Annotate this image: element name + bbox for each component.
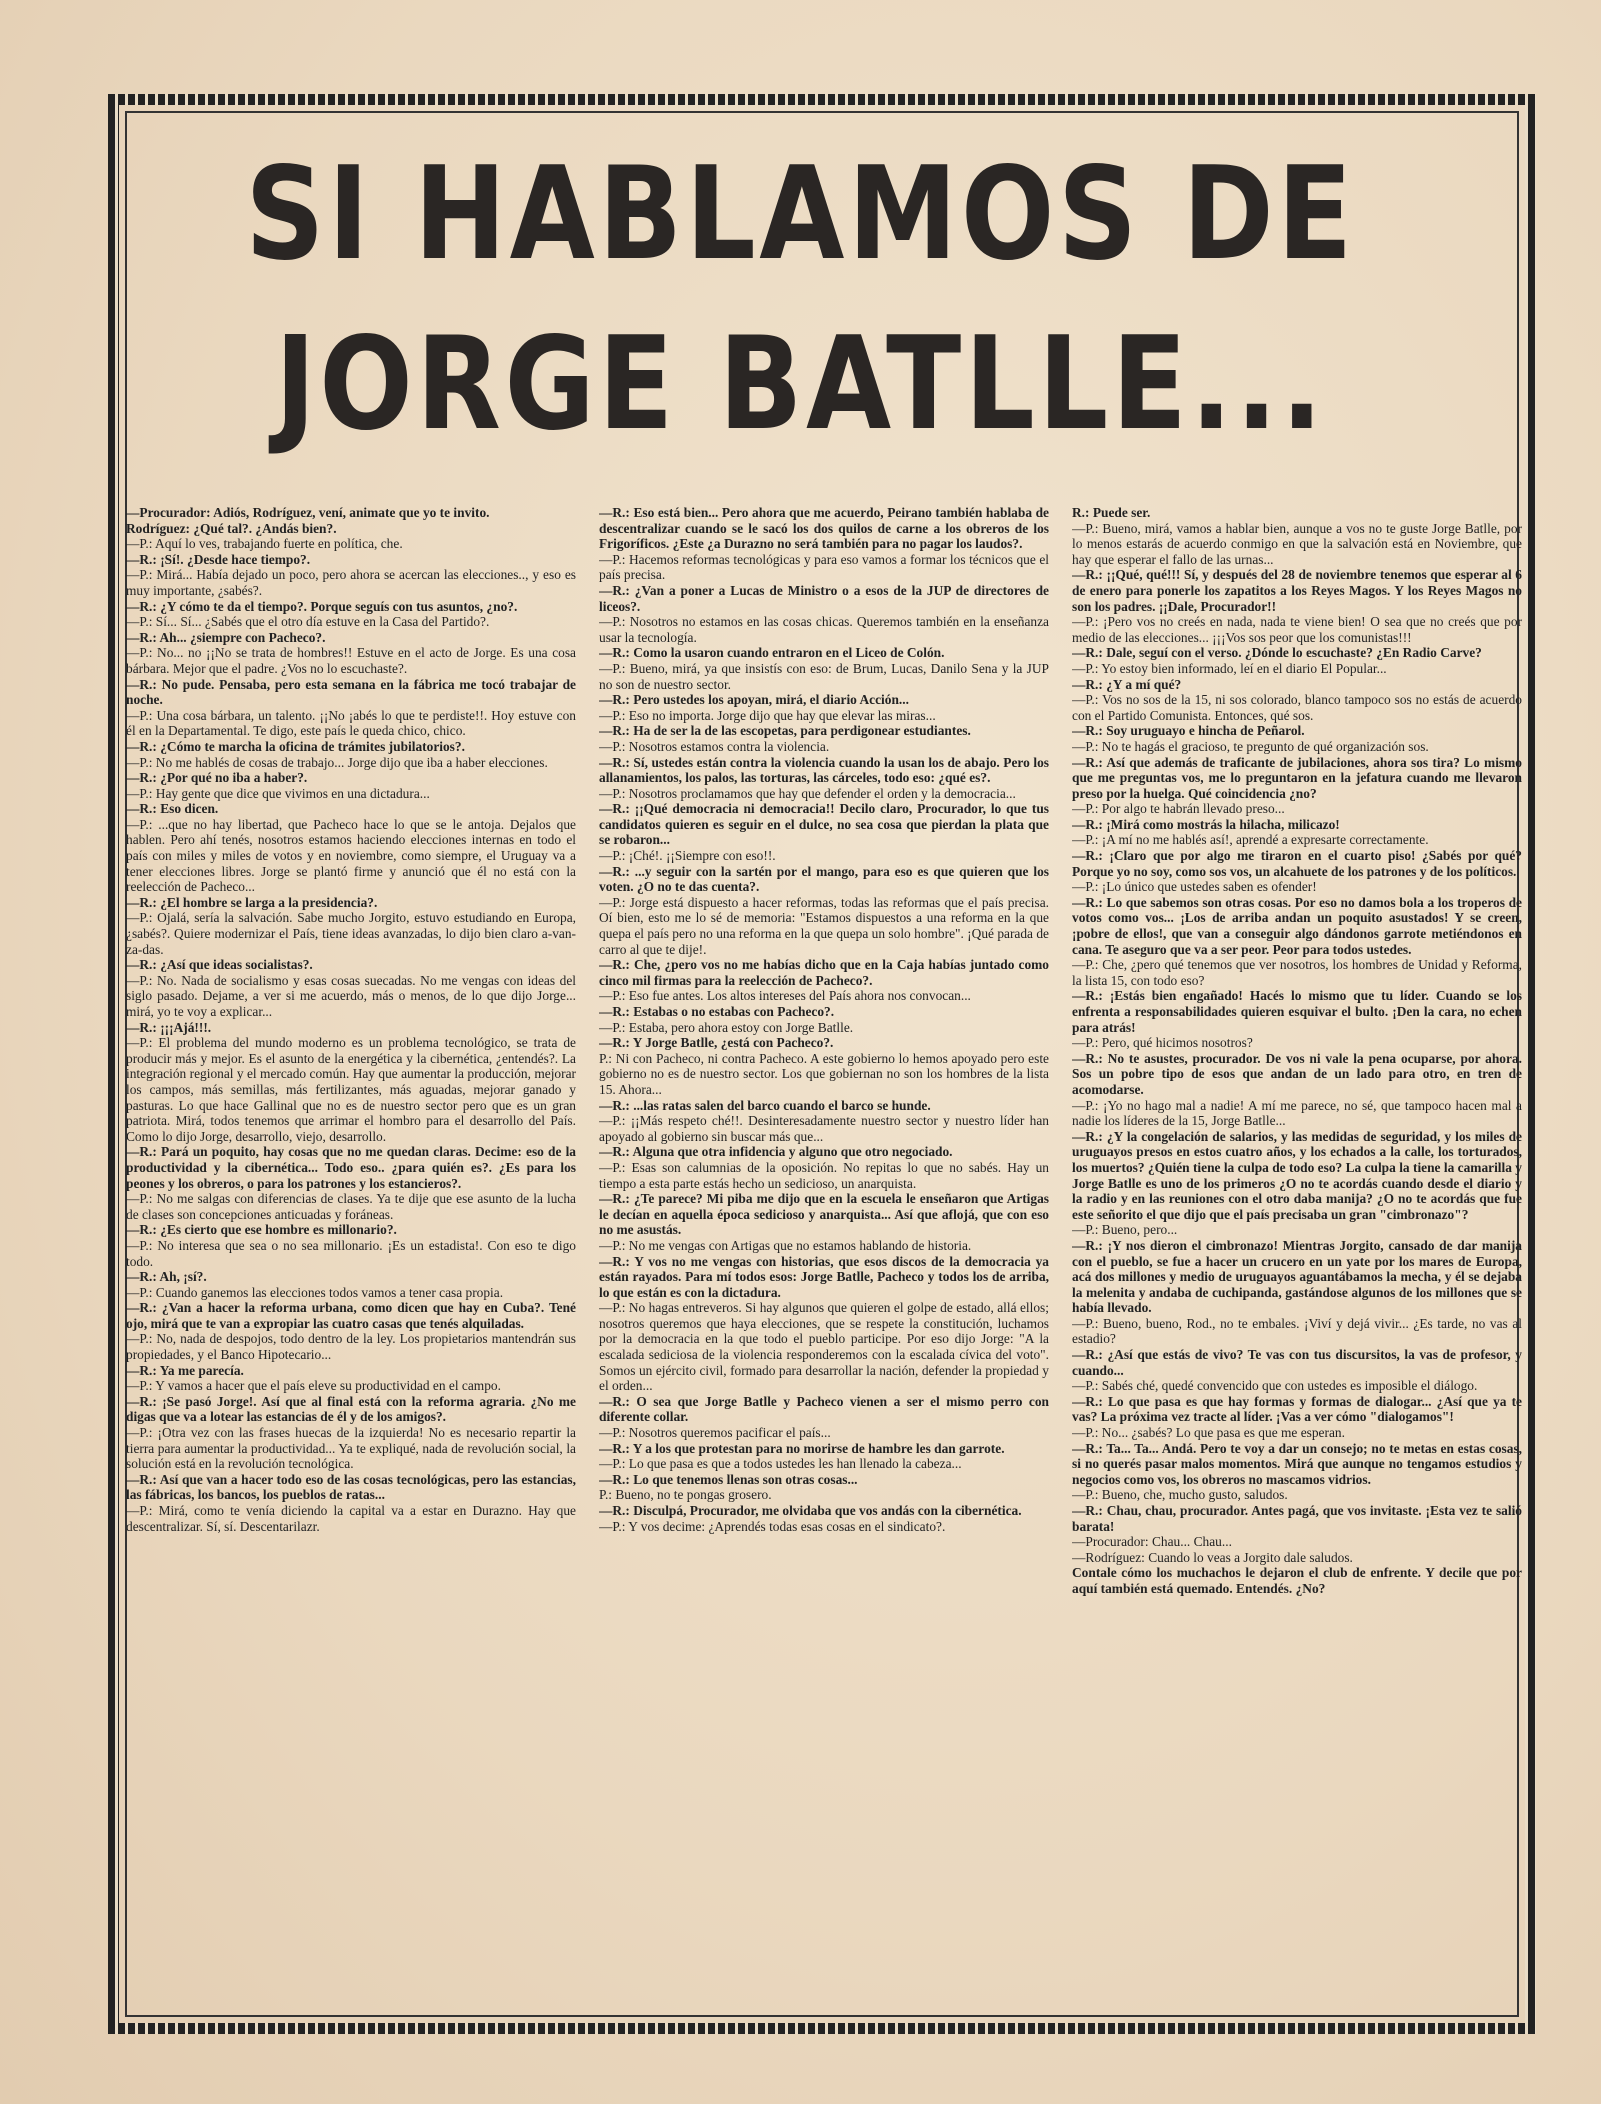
dialogue-paragraph: —R.: ¿Y cómo te da el tiempo?. Porque seguís con tus asuntos, ¿no?. xyxy=(126,598,518,614)
dialogue-paragraph: —R.: Ah, ¡sí?. xyxy=(126,1269,207,1285)
dialogue-paragraph: —R.: ¿Van a hacer la reforma urbana, como dicen que hay en Cuba?. Tené ojo, mirá que te van a expropiar las cuatro casas que tenés alquiladas. xyxy=(126,1300,576,1331)
dialogue-paragraph: —R.: Lo que tenemos llenas son otras cosas... xyxy=(599,1471,858,1487)
dialogue-paragraph: —P.: Lo que pasa es que a todos ustedes les han llenado la cabeza... xyxy=(599,1456,962,1472)
article-column-1 xyxy=(126,505,576,2025)
dialogue-paragraph: Rodríguez: ¿Qué tal?. ¿Andás bien?. xyxy=(126,520,337,536)
dialogue-paragraph: —R.: Estabas o no estabas con Pacheco?. xyxy=(599,1004,835,1019)
dialogue-paragraph: —P.: Bueno, bueno, Rod., no te embales. ¡Viví y dejá vivir... ¿Es tarde, no vas al estadio? xyxy=(1072,1315,1522,1347)
dialogue-paragraph: —P.: No... ¿sabés? Lo que pasa es que me esperan. xyxy=(1072,1425,1345,1441)
dialogue-paragraph: —P.: Mirá, como te venía diciendo la capital va a estar en Durazno. Hay que descentralizar. Sí, sí. Descentarilazr. xyxy=(126,1503,576,1534)
dialogue-paragraph: —P.: Eso fue antes. Los altos intereses del País ahora nos convocan... xyxy=(599,988,971,1004)
dialogue-paragraph: —R.: Alguna que otra infidencia y alguno que otro negociado. xyxy=(599,1144,953,1160)
dialogue-paragraph: —P.: No me vengas con Artigas que no estamos hablando de historia. xyxy=(599,1237,972,1253)
dialogue-paragraph: —P.: Nosotros estamos contra la violencia. xyxy=(599,738,830,754)
dialogue-paragraph: —R.: ¿El hombre se larga a la presidencia?. xyxy=(126,894,378,910)
dialogue-paragraph: —P.: Ojalá, sería la salvación. Sabe mucho Jorgito, estuvo estudiando en Europa, ¿sabés?. Quiere modernizar el País, tiene ideas avanzadas, lo dijo bien claro a-van-za-das. xyxy=(126,910,576,957)
dialogue-paragraph: —P.: ¡¡Más respeto ché!!. Desinteresadamente nuestro sector y nuestro líder han apoyado al gobierno sin buscar más que... xyxy=(599,1113,1049,1144)
dialogue-paragraph: —P.: Bueno, mirá, ya que insistís con eso: de Brum, Lucas, Danilo Sena y la JUP no son de nuestro sector. xyxy=(599,660,1049,692)
dialogue-paragraph: —P.: Nosotros queremos pacificar el país... xyxy=(599,1425,831,1441)
dialogue-paragraph: —P.: Pero, qué hicimos nosotros? xyxy=(1072,1035,1253,1051)
dialogue-paragraph: —P.: Eso no importa. Jorge dijo que hay que elevar las miras... xyxy=(599,707,936,723)
dialogue-paragraph: —R.: ¿Y a mí qué? xyxy=(1072,676,1182,692)
dialogue-paragraph: —P.: No interesa que sea o no sea millonario. ¡Es un estadista!. Con eso te digo todo. xyxy=(126,1237,576,1269)
dialogue-paragraph: —P.: Estaba, pero ahora estoy con Jorge Batlle. xyxy=(599,1019,854,1035)
dialogue-paragraph: —Procurador: Chau... Chau... xyxy=(1072,1534,1232,1550)
dialogue-paragraph: —P.: Yo estoy bien informado, leí en el diario El Popular... xyxy=(1072,660,1387,676)
dialogue-paragraph: —P.: ¡Pero vos no creés en nada, nada te viene bien! O sea que no creés que por medio de las elecciones... ¡¡¡Vos sos peor que los comunistas!!! xyxy=(1072,614,1522,645)
dialogue-paragraph: —P.: Jorge está dispuesto a hacer reformas, todas las reformas que el país precisa. Oí bien, esto me lo sé de memoria: "Estamos dispuestos a una reforma en la que quepa el país pero no una reforma en la que quepa un solo hombre". ¡Qué parada de carro al que te dije!. xyxy=(599,894,1049,957)
dialogue-paragraph: —P.: ...que no hay libertad, que Pacheco hace lo que se le antoja. Dejalos que hablen. Pero ahí tenés, nosotros estamos haciendo elecciones internas en todo el país con miles y miles de votos y en noviembre, como siempre, el Uruguay va a tener elecciones libres. Jorge se plantó firme y anunció que él no está con la reelección de Pacheco... xyxy=(126,816,576,895)
dialogue-paragraph: —P.: ¡Otra vez con las frases huecas de la izquierda! No es necesario repartir la tierra para aumentar la productividad... Ya te expliqué, nada de revolución social, la solución está en la revolución tecnológica. xyxy=(126,1425,576,1472)
dialogue-paragraph: —P.: No, nada de despojos, todo dentro de la ley. Los propietarios mantendrán sus propiedades, y el Banco Hipotecario... xyxy=(126,1331,576,1363)
dialogue-paragraph: —R.: ¿Es cierto que ese hombre es millonario?. xyxy=(126,1222,397,1238)
dialogue-paragraph: —R.: Pará un poquito, hay cosas que no me quedan claras. Decime: eso de la productividad y la cibernética... Todo eso.. ¿para quién es?. ¿Es para los peones y los obreros, o para los patrones y los estancieros?. xyxy=(126,1144,576,1191)
dialogue-paragraph: —R.: ...las ratas salen del barco cuando el barco se hunde. xyxy=(599,1097,931,1113)
dialogue-paragraph: —P.: Sí... Sí... ¿Sabés que el otro día estuve en la Casa del Partido?. xyxy=(126,614,490,630)
dialogue-paragraph: —R.: Sí, ustedes están contra la violencia cuando la usan los de abajo. Pero los allanamientos, los palos, las torturas, las cárceles, todo eso: ¿qué es?. xyxy=(599,754,1049,786)
dialogue-paragraph: —R.: No pude. Pensaba, pero esta semana en la fábrica me tocó trabajar de noche. xyxy=(126,676,576,708)
dialogue-paragraph: —P.: ¡Yo no hago mal a nadie! A mí me parece, no sé, que tampoco hacen mal a nadie los líderes de la 15, Jorge Batlle... xyxy=(1072,1097,1522,1129)
headline-line-2: JORGE BATLLE... xyxy=(274,310,1327,459)
dialogue-paragraph: —R.: Che, ¿pero vos no me habías dicho que en la Caja habías juntado como cinco mil firmas para la reelección de Pacheco?. xyxy=(599,957,1049,988)
dialogue-paragraph: —R.: Lo que pasa es que hay formas y formas de dialogar... ¿Así que ya te vas? La próxima vez tracte al líder. ¡Vas a ver cómo "dialogamos"! xyxy=(1072,1393,1522,1425)
dialogue-paragraph: —P.: Nosotros no estamos en las cosas chicas. Queremos también en la enseñanza usar la tecnología. xyxy=(599,614,1049,645)
dialogue-paragraph: —R.: ...y seguir con la sartén por el mango, para eso es que quieren que los voten. ¿O no te das cuenta?. xyxy=(599,863,1049,895)
article-body xyxy=(126,505,1522,2025)
dialogue-paragraph: —R.: Y vos no me vengas con historias, que esos discos de la democracia ya están rayados. Para mí todos esos: Jorge Batlle, Pacheco y todos los de arriba, lo que están es con la dictadura. xyxy=(599,1253,1049,1300)
dialogue-paragraph: —R.: ¿Así que estás de vivo? Te vas con tus discursitos, la vas de profesor, y cuando... xyxy=(1072,1347,1522,1378)
dialogue-paragraph: —P.: Hay gente que dice que vivimos en una dictadura... xyxy=(126,785,430,801)
dialogue-paragraph: —P.: Bueno, mirá, vamos a hablar bien, aunque a vos no te guste Jorge Batlle, por lo menos estarás de acuerdo conmigo en que la salvación está en Noviembre, que hay que esperar el fallo de las urnas... xyxy=(1072,520,1522,567)
dialogue-paragraph: —R.: ¡Claro que por algo me tiraron en el cuarto piso! ¿Sabés por qué? Porque yo no soy, como sos vos, un alcahuete de los patrones y de los políticos. xyxy=(1072,848,1522,879)
dialogue-paragraph: —R.: Eso dicen. xyxy=(126,801,219,817)
dialogue-paragraph: —R.: ¿Cómo te marcha la oficina de trámites jubilatorios?. xyxy=(126,738,465,754)
dialogue-paragraph: —P.: ¡Ché!. ¡¡Siempre con eso!!. xyxy=(599,848,776,864)
dialogue-paragraph: —R.: Pero ustedes los apoyan, mirá, el diario Acción... xyxy=(599,692,909,708)
dialogue-paragraph: —P.: Y vos decime: ¿Aprendés todas esas cosas en el sindicato?. xyxy=(599,1518,946,1534)
dialogue-paragraph: —R.: No te asustes, procurador. De vos ni vale la pena ocuparse, por ahora. Sos un pobre tipo de esos que andan de un lado para otro, en tren de acomodarse. xyxy=(1072,1050,1522,1097)
dialogue-paragraph: —R.: Chau, chau, procurador. Antes pagá, que vos invitaste. ¡Esta vez te salió barata! xyxy=(1072,1503,1522,1534)
headline xyxy=(112,130,1489,470)
headline-line-1: SI HABLAMOS DE xyxy=(245,140,1356,289)
dialogue-paragraph: —P.: Vos no sos de la 15, ni sos colorado, blanco tampoco sos no estás de acuerdo con el Partido Comunista. Entonces, qué sos. xyxy=(1072,692,1522,723)
dialogue-paragraph: —P.: Che, ¿pero qué tenemos que ver nosotros, los hombres de Unidad y Reforma, la lista 15, con todo eso? xyxy=(1072,957,1522,988)
dialogue-paragraph: —R.: ¡Y nos dieron el cimbronazo! Mientras Jorgito, cansado de dar manija con el pueblo, se fue a hacer un crucero en un yate por los mares de Europa, acá dos millones y medio de uruguayos aguantábamos la mecha, y él se dejaba la melenita y andaba de cuchipanda, gastándose algunos de los millones que se había llevado. xyxy=(1072,1237,1522,1316)
dialogue-paragraph: —R.: Como la usaron cuando entraron en el Liceo de Colón. xyxy=(599,645,945,661)
dialogue-paragraph: —P.: Bueno, che, mucho gusto, saludos. xyxy=(1072,1487,1288,1503)
dialogue-paragraph: —P.: Bueno, pero... xyxy=(1072,1222,1178,1238)
dialogue-paragraph: —R.: Así que además de traficante de jubilaciones, ahora sos tira? Lo mismo que me preguntas vos, me lo preguntaron en la jefatura cuando me llevaron preso por la huelga. Qué coincidencia ¿no? xyxy=(1072,754,1522,801)
dialogue-paragraph: —P.: Aquí lo ves, trabajando fuerte en política, che. xyxy=(126,536,403,552)
dialogue-paragraph: —R.: O sea que Jorge Batlle y Pacheco vienen a ser el mismo perro con diferente collar. xyxy=(599,1393,1049,1425)
dialogue-paragraph: —P.: Esas son calumnias de la oposición. No repitas lo que no sabés. Hay un tiempo a esta parte estás hecho un sedicioso, un anarquista. xyxy=(599,1159,1049,1191)
dialogue-paragraph: —P.: Sabés ché, quedé convencido que con ustedes es imposible el diálogo. xyxy=(1072,1378,1478,1394)
dialogue-paragraph: —R.: Y Jorge Batlle, ¿está con Pacheco?. xyxy=(599,1035,834,1051)
dialogue-paragraph: —P.: Por algo te habrán llevado preso... xyxy=(1072,801,1285,817)
article-column-3 xyxy=(1072,505,1522,2025)
dialogue-paragraph: —P.: No hagas entreveros. Si hay algunos que quieren el golpe de estado, allá ellos; nosotros queremos que haya elecciones, que se respete la constitución, luchamos por la democracia en la que todo el pueblo participe. Por eso dijo Jorge: "A la escalada sediciosa de la violencia responderemos con la escalada cívica del voto". Somos un ejército civil, formado para desarrollar la nación, defender la propiedad y el orden... xyxy=(599,1300,1049,1394)
dialogue-paragraph: —P.: No. Nada de socialismo y esas cosas suecadas. No me vengas con ideas del siglo pasado. Dejame, a ver si me acuerdo, más o menos, de lo que dijo Jorge... mirá, yo te voy a explicar... xyxy=(126,972,576,1019)
dialogue-paragraph: —P.: Cuando ganemos las elecciones todos vamos a tener casa propia. xyxy=(126,1284,504,1300)
dialogue-paragraph: —P.: Hacemos reformas tecnológicas y para eso vamos a formar los técnicos que el país precisa. xyxy=(599,551,1049,583)
dialogue-paragraph: —R.: ¿Van a poner a Lucas de Ministro o a esos de la JUP de directores de liceos?. xyxy=(599,582,1049,614)
dialogue-paragraph: Contale cómo los muchachos le dejaron el club de enfrente. Y decile que por aquí también está quemado. Entendés. ¿No? xyxy=(1072,1565,1522,1596)
dialogue-paragraph: —Procurador: Adiós, Rodríguez, vení, animate que yo te invito. xyxy=(126,505,490,520)
dialogue-paragraph: —R.: ¡¡Qué, qué!!! Sí, y después del 28 de noviembre tenemos que esperar al 6 de enero para ponerle los zapatitos a los Reyes Magos. Y los Reyes Magos no son los padres. ¡¡Dale, Procurador!! xyxy=(1072,567,1522,614)
dialogue-paragraph: —P.: El problema del mundo moderno es un problema tecnológico, se trata de producir más y mejor. Es el asunto de la energética y la cibernética, ¿entendés?. La integración regional y el mercado común. Hay que aumentar la producción, mejorar los campos, más semillas, más fertilizantes, más aguadas, mejorar ganado y pasturas. Lo que hace Gallinal que no es de nuestro sector pero que es un gran patriota. Mirá, todos tenemos que arrimar el hombro para el desarrollo del País. Como lo dijo Jorge, desarrollo, viejo, desarrollo. xyxy=(126,1035,576,1144)
dialogue-paragraph: —P.: No me salgas con diferencias de clases. Ya te dije que ese asunto de la lucha de clases son concepciones anticuadas y foráneas. xyxy=(126,1191,576,1222)
dialogue-paragraph: —R.: Eso está bien... Pero ahora que me acuerdo, Peirano también hablaba de descentralizar cuando se le sacó los dos quilos de carne a los obreros de los Frigoríficos. ¿Este ¿a Durazno no será también para no pagar los laudos?. xyxy=(599,505,1049,552)
dialogue-paragraph: —R.: ¿Te parece? Mi piba me dijo que en la escuela le enseñaron que Artigas le decían en aquella época sedicioso y anarquista... Así que aflojá, que con eso no me asustás. xyxy=(599,1191,1049,1238)
dialogue-paragraph: —P.: Y vamos a hacer que el país eleve su productividad en el campo. xyxy=(126,1378,501,1394)
dialogue-paragraph: —P.: ¡Lo único que ustedes saben es ofender! xyxy=(1072,879,1317,895)
dialogue-paragraph: —R.: ¡Mirá como mostrás la hilacha, milicazo! xyxy=(1072,816,1340,832)
dialogue-paragraph: —R.: ¡Sí!. ¿Desde hace tiempo?. xyxy=(126,551,311,567)
dialogue-paragraph: —R.: Ah... ¿siempre con Pacheco?. xyxy=(126,629,326,645)
dialogue-paragraph: —R.: ¿Así que ideas socialistas?. xyxy=(126,957,313,973)
dialogue-paragraph: —P.: Una cosa bárbara, un talento. ¡¡No ¡abés lo que te perdiste!!. Hoy estuve con él en la Departamental. Te digo, este país le queda chico, chico. xyxy=(126,707,576,739)
dialogue-paragraph: —P.: ¡A mí no me hablés así!, aprendé a expresarte correctamente. xyxy=(1072,832,1429,848)
dialogue-paragraph: —R.: Ta... Ta... Andá. Pero te voy a dar un consejo; no te metas en estas cosas, si no querés pasar malos momentos. Mirá que aunque no tengamos estudios y negocios como vos, los obreros no mascamos vidrios. xyxy=(1072,1440,1522,1487)
dialogue-paragraph: —P.: No... no ¡¡No se trata de hombres!! Estuve en el acto de Jorge. Es una cosa bárbara. Mejor que el padre. ¿Vos no lo escuchaste?. xyxy=(126,645,576,676)
dialogue-paragraph: —R.: ¡¡¡Ajá!!!. xyxy=(126,1019,212,1035)
dialogue-paragraph: P.: Bueno, no te pongas grosero. xyxy=(599,1487,772,1503)
dialogue-paragraph: —R.: Disculpá, Procurador, me olvidaba que vos andás con la cibernética. xyxy=(599,1503,1022,1518)
dialogue-paragraph: —R.: Ha de ser la de las escopetas, para perdigonear estudiantes. xyxy=(599,723,971,739)
dialogue-paragraph: —P.: No me hablés de cosas de trabajo... Jorge dijo que iba a haber elecciones. xyxy=(126,754,548,770)
dialogue-paragraph: —R.: Dale, seguí con el verso. ¿Dónde lo escuchaste? ¿En Radio Carve? xyxy=(1072,645,1482,661)
dialogue-paragraph: —P.: Mirá... Había dejado un poco, pero ahora se acercan las elecciones.., y eso es muy importante, ¿sabés?. xyxy=(126,567,576,598)
dialogue-paragraph: —P.: No te hagás el gracioso, te pregunto de qué organización sos. xyxy=(1072,738,1429,754)
article-column-2 xyxy=(599,505,1049,2025)
dialogue-paragraph: —R.: Así que van a hacer todo eso de las cosas tecnológicas, pero las estancias, las fábricas, los bancos, los pueblos de ratas... xyxy=(126,1471,576,1503)
dialogue-paragraph: —R.: ¡Se pasó Jorge!. Así que al final está con la reforma agraria. ¿No me digas que va a lotear las estancias de él y de los amigos?. xyxy=(126,1393,576,1425)
dialogue-paragraph: —R.: ¿Y la congelación de salarios, y las medidas de seguridad, y los miles de uruguayos presos en estos cuatro años, y los echados a la calle, los torturados, los muertos? ¿Quién tiene la culpa de todo eso? La culpa la tiene la camarilla y Jorge Batlle es uno de los primeros ¿O no te acordás cuando desde el diario y la radio y en las reuniones con el otro daba manija? ¿O no te acordás que fue este señorito el que dijo que el país precisaba un gran "cimbronazo"? xyxy=(1072,1128,1522,1222)
dialogue-paragraph: R.: Puede ser. xyxy=(1072,505,1151,520)
dialogue-paragraph: —R.: Soy uruguayo e hincha de Peñarol. xyxy=(1072,723,1305,739)
dialogue-paragraph: —R.: ¡Estás bien engañado! Hacés lo mismo que tu líder. Cuando se los enfrenta a responsabilidades quieren esquivar el bulto. ¡Den la cara, no echen para atrás! xyxy=(1072,988,1522,1035)
dialogue-paragraph: —R.: ¿Por qué no iba a haber?. xyxy=(126,770,308,786)
dialogue-paragraph: —R.: Lo que sabemos son otras cosas. Por eso no damos bola a los troperos de votos como vos... ¡Los de arriba andan un poquito asustados! Y se creen, ¡pobre de ellos!, que van a conseguir algo dándonos garrote metiéndonos en cana. Te aseguro que va a ser peor. Peor para todos ustedes. xyxy=(1072,894,1522,957)
dialogue-paragraph: —R.: ¡¡Qué democracia ni democracia!! Decilo claro, Procurador, lo que tus candidatos quieren es seguir en el dulce, no sea cosa que pierdan la plata que se robaron... xyxy=(599,801,1049,848)
dialogue-paragraph: P.: Ni con Pacheco, ni contra Pacheco. A este gobierno lo hemos apoyado pero este gobierno no es de nuestro sector. Los que gobiernan no son los hombres de la lista 15. Ahora... xyxy=(599,1050,1049,1097)
dialogue-paragraph: —P.: Nosotros proclamamos que hay que defender el orden y la democracia... xyxy=(599,785,1016,801)
dialogue-paragraph: —R.: Ya me parecía. xyxy=(126,1362,244,1378)
dialogue-paragraph: —Rodríguez: Cuando lo veas a Jorgito dale saludos. xyxy=(1072,1549,1353,1565)
dialogue-paragraph: —R.: Y a los que protestan para no morirse de hambre les dan garrote. xyxy=(599,1440,1005,1456)
